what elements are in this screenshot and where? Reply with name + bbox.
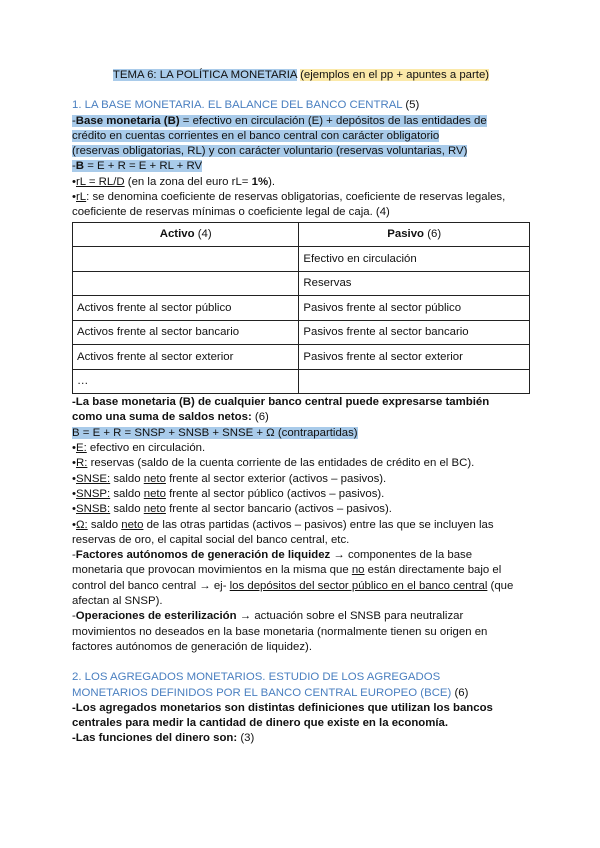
esterilizacion-line2: movimientos no deseados en la base monetaria (normalmente tienen su origen en — [72, 625, 488, 638]
base-monetaria-term: Base monetaria (B) — [75, 114, 180, 127]
agregados-paragraph: -Los agregados monetarios son distintas definiciones que utilizan los bancos — [72, 701, 493, 714]
list-item-omega-line2: reservas de oro, el capital social del banco central, etc. — [72, 533, 350, 546]
section2-heading: 2. LOS AGREGADOS MONETARIOS. ESTUDIO DE LOS AGREGADOS — [72, 671, 441, 684]
netos-formula: B = E + R = SNSP + SNSB + SNSE + Ω (contrapartidas) — [72, 426, 358, 439]
netos-intro-line2: como una suma de saldos netos: (6) — [72, 411, 269, 424]
table-cell-activo: Activos frente al sector público — [73, 296, 299, 321]
rl-formula: rL = RL/D — [76, 175, 125, 188]
base-monetaria-def: -Base monetaria (B) = efectivo en circulación (E) + depósitos de las entidades de — [72, 114, 487, 127]
table-cell-pasivo: Reservas — [299, 271, 530, 296]
section1-heading — [72, 98, 530, 113]
list-item: •SNSP: saldo neto frente al sector público (activos – pasivos). — [72, 487, 385, 500]
section1-heading-num: (5) — [405, 99, 420, 112]
base-equation: -B = E + R = E + RL + RV — [72, 160, 203, 173]
document-title — [72, 68, 530, 83]
list-item: •R: reservas (saldo de la cuenta corriente de las entidades de crédito en el BC). — [72, 457, 475, 470]
balance-table-header — [73, 222, 530, 247]
table-cell-pasivo: Efectivo en circulación — [299, 247, 530, 272]
table-cell-pasivo: Pasivos frente al sector bancario — [299, 320, 530, 345]
balance-table — [72, 222, 530, 395]
rl-definition-line2: coeficiente de reservas mínimas o coeficiente legal de caja. (4) — [72, 206, 390, 219]
title-main: TEMA 6: LA POLÍTICA MONETARIA — [112, 69, 297, 81]
table-cell-pasivo — [299, 369, 530, 394]
table-cell-activo — [73, 271, 299, 296]
table-row — [73, 320, 530, 345]
table-row — [73, 345, 530, 370]
agregados-paragraph-line2: centrales para medir la cantidad de dinero que existe en la economía. — [72, 717, 449, 730]
netos-intro: -La base monetaria (B) de cualquier banco central puede expresarse también — [72, 396, 490, 409]
esterilizacion-line3: factores autónomos de generación de liquidez). — [72, 640, 312, 653]
rl-definition: •rL: se denomina coeficiente de reservas obligatorias, coeficiente de reservas legales, — [72, 191, 506, 204]
factores-paragraph: -Factores autónomos de generación de liquidez → componentes de la base — [72, 549, 473, 562]
factores-line4: afectan al SNSP). — [72, 595, 163, 608]
section2-heading-line2: MONETARIOS DEFINIDOS POR EL BANCO CENTRAL EUROPEO (BCE) (6) — [72, 686, 469, 699]
base-monetaria-def-line3: (reservas obligatorias, RL) y con carácter voluntario (reservas voluntarias, RV) — [72, 145, 468, 158]
table-cell-activo: … — [73, 369, 299, 394]
table-cell-activo: Activos frente al sector exterior — [73, 345, 299, 370]
document-page — [72, 68, 530, 747]
column-header-pasivo: Pasivo (6) — [299, 222, 530, 247]
rl-formula-line: •rL = RL/D (en la zona del euro rL= 1%). — [72, 175, 276, 188]
list-item-omega: •Ω: saldo neto de las otras partidas (activos – pasivos) entre las que se incluyen las — [72, 518, 494, 531]
base-monetaria-def-line2: crédito en cuentas corrientes en el banco central con carácter obligatorio — [72, 129, 440, 142]
list-item: •SNSB: saldo neto frente al sector bancario (activos – pasivos). — [72, 503, 392, 516]
table-cell-pasivo: Pasivos frente al sector público — [299, 296, 530, 321]
esterilizacion-paragraph: -Operaciones de esterilización → actuación sobre el SNSB para neutralizar — [72, 610, 464, 623]
table-row — [73, 369, 530, 394]
column-header-activo: Activo (4) — [73, 222, 299, 247]
section1-heading-text: 1. LA BASE MONETARIA. EL BALANCE DEL BANCO CENTRAL — [72, 99, 403, 112]
table-cell-activo: Activos frente al sector bancario — [73, 320, 299, 345]
list-item: •E: efectivo en circulación. — [72, 442, 206, 455]
table-row — [73, 247, 530, 272]
funciones-dinero: -Las funciones del dinero son: (3) — [72, 732, 255, 745]
title-note: (ejemplos en el pp + apuntes a parte) — [300, 69, 490, 81]
table-cell-activo — [73, 247, 299, 272]
table-cell-pasivo: Pasivos frente al sector exterior — [299, 345, 530, 370]
table-row — [73, 271, 530, 296]
factores-line3: control del banco central → ej- los depósitos del sector público en el banco central (que — [72, 579, 514, 592]
list-item: •SNSE: saldo neto frente al sector exterior (activos – pasivos). — [72, 472, 387, 485]
factores-line2: monetaria que provocan movimientos en la misma que no están directamente bajo el — [72, 564, 502, 577]
table-row — [73, 296, 530, 321]
